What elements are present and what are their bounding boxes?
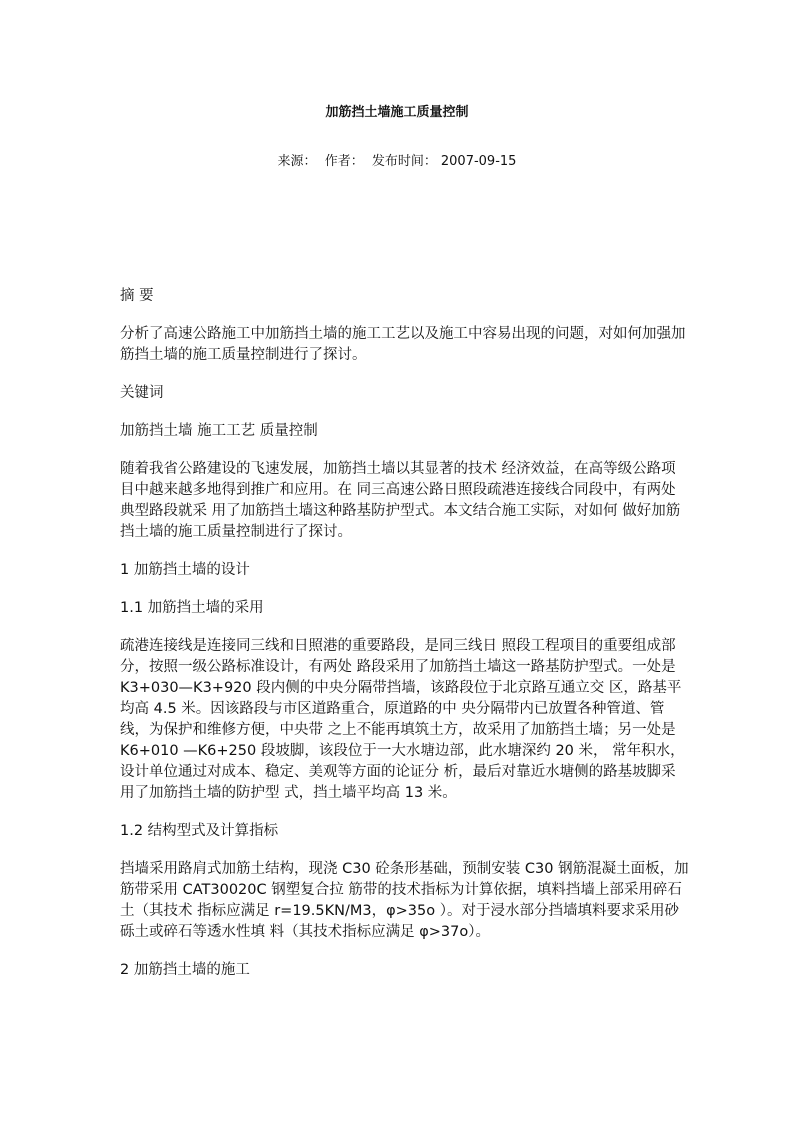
document-title: 加筋挡土墙施工质量控制 — [325, 105, 469, 120]
abstract-heading: 摘 要 — [120, 288, 154, 304]
intro-paragraph: 随着我省公路建设的飞速发展，加筋挡土墙以其显著的技术 经济效益，在高等级公路项目中越来越多地得到推广和应用。在 同三高速公路日照段疏港连接线合同段中，有两处典型路段就采 用了加筋挡土墙这种路基防护型式。本文结合施工实际，对如何 做好加筋挡土墙的施工质量控制进行了探讨。 — [120, 461, 681, 540]
source-label: 来源： — [277, 154, 317, 169]
keywords-text: 加筋挡土墙 施工工艺 质量控制 — [120, 423, 318, 439]
keywords-heading: 关键词 — [120, 385, 164, 401]
section-1-1-paragraph: 疏港连接线是连接同三线和日照港的重要路段，是同三线日 照段工程项目的重要组成部分，按照一级公路标准设计，有两处 路段采用了加筋挡土墙这一路基防护型式。一处是 K3+030—K3+920 段内侧的中央分隔带挡墙，该路段位于北京路互通立交 区，路基平均高 4.5 米。因该路段与市区道路重合，原道路的中 央分隔带内已放置各种管道、管线，为保护和维修方便，中央带 之上不能再填筑土方，故采用了加筋挡土墙；另一处是 K6+010 —K6+250 段坡脚，该段位于一大水塘边部，此水塘深约 20 米， 常年积水，设计单位通过对成本、稳定、美观等方面的论证分 析，最后对靠近水塘侧的路基坡脚采用了加筋挡土墙的防护型 式，挡土墙平均高 13 米。 — [120, 638, 685, 801]
publish-date: 2007-09-15 — [440, 154, 517, 169]
document-meta — [0, 150, 794, 169]
abstract-text: 分析了高速公路施工中加筋挡土墙的施工工艺以及施工中容易出现的问题，对如何加强加筋挡土墙的施工质量控制进行了探讨。 — [120, 326, 686, 363]
date-label: 发布时间： — [371, 154, 437, 169]
subsection-heading-1-2: 1.2 结构型式及计算指标 — [120, 823, 279, 839]
subsection-heading-1-1: 1.1 加筋挡土墙的采用 — [120, 600, 264, 616]
author-label: 作者： — [324, 154, 364, 169]
document-body — [120, 286, 690, 998]
section-heading-1: 1 加筋挡土墙的设计 — [120, 562, 250, 578]
section-1-2-paragraph: 挡墙采用路肩式加筋土结构，现浇 C30 砼条形基础，预制安装 C30 钢筋混凝土面板，加筋带采用 CAT30020C 钢塑复合拉 筋带的技术指标为计算依据，填料挡墙上部采用碎石土（其技术 指标应满足 r=19.5KN/M3，φ>35o ）。对于浸水部分挡墙填料要求采用砂砾土或碎石等透水性填 料（其技术指标应满足 φ>37o）。 — [120, 861, 689, 940]
section-heading-2: 2 加筋挡土墙的施工 — [120, 962, 250, 978]
